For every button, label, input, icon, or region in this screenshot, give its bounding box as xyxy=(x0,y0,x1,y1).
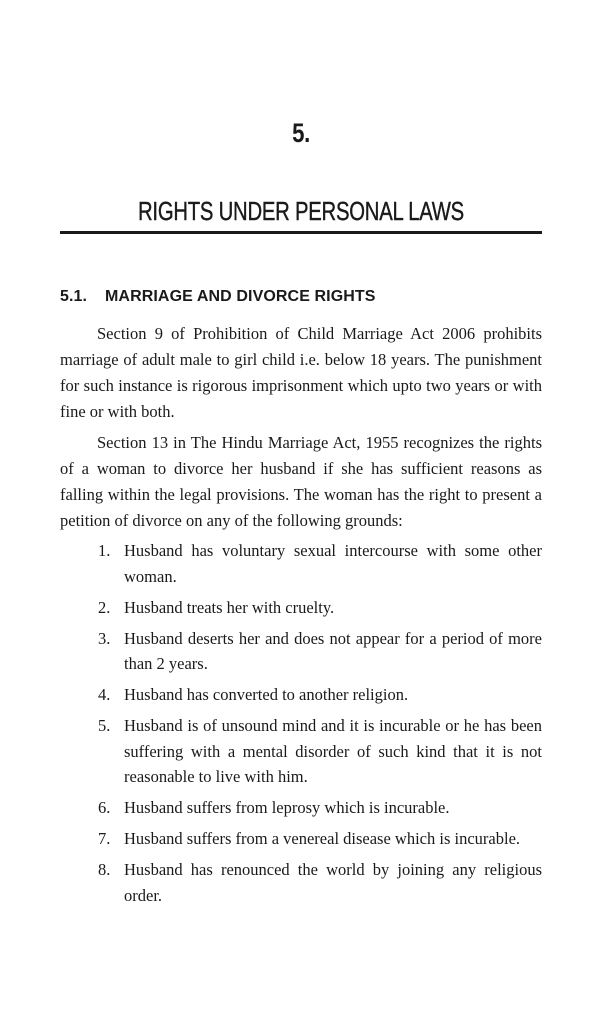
paragraph: Section 13 in The Hindu Marriage Act, 1955 recognizes the rights of a woman to divorce her husband if she has sufficient reasons as falling within the legal provisions. The woman has the right to present a petition of divorce on any of the following grounds: xyxy=(60,433,542,530)
list-item xyxy=(60,682,542,708)
list-item-text: Husband has converted to another religion. xyxy=(124,685,409,704)
list-item-number: 7. xyxy=(98,829,111,848)
list-item-text: Husband suffers from leprosy which is incurable. xyxy=(124,798,450,817)
section-heading xyxy=(60,288,376,306)
list-item-number: 8. xyxy=(98,860,111,879)
list-item-text: Husband is of unsound mind and it is incurable or he has been suffering with a mental disorder of such kind that it is not reasonable to live with him. xyxy=(124,716,542,786)
list-item xyxy=(60,795,542,821)
list-item xyxy=(60,713,542,790)
list-item xyxy=(60,826,542,852)
list-item xyxy=(60,595,542,621)
list-item-number: 2. xyxy=(98,597,111,617)
list-item-number: 5. xyxy=(98,716,111,735)
list-item-number: 4. xyxy=(98,685,111,704)
section-title: MARRIAGE AND DIVORCE RIGHTS xyxy=(105,288,376,305)
title-rule xyxy=(60,231,542,234)
list-item-number: 1. xyxy=(98,541,111,560)
list-item xyxy=(60,857,542,908)
chapter-number: 5. xyxy=(292,118,310,148)
list-item-number: 6. xyxy=(98,798,111,817)
chapter-title: RIGHTS UNDER PERSONAL LAWS xyxy=(138,196,464,226)
list-item-number: 3. xyxy=(98,628,111,648)
list-item-text: Husband suffers from a venereal disease which is incurable. xyxy=(124,829,521,848)
list-item-text: Husband deserts her and does not appear for a period of more than 2 years. xyxy=(124,628,542,673)
list-item-text: Husband treats her with cruelty. xyxy=(124,597,335,617)
list-item xyxy=(60,538,542,589)
grounds-list xyxy=(60,538,542,914)
list-item-text: Husband has voluntary sexual intercourse with some other woman. xyxy=(124,541,542,586)
paragraph: Section 9 of Prohibition of Child Marriage Act 2006 prohibits marriage of adult male to girl child i.e. below 18 years. The punishment for such instance is rigorous imprisonment which upto two years or with fine or with both. xyxy=(60,324,542,421)
list-item xyxy=(60,626,542,677)
section-number: 5.1. xyxy=(60,288,88,305)
list-item-text: Husband has renounced the world by joining any religious order. xyxy=(124,860,542,905)
